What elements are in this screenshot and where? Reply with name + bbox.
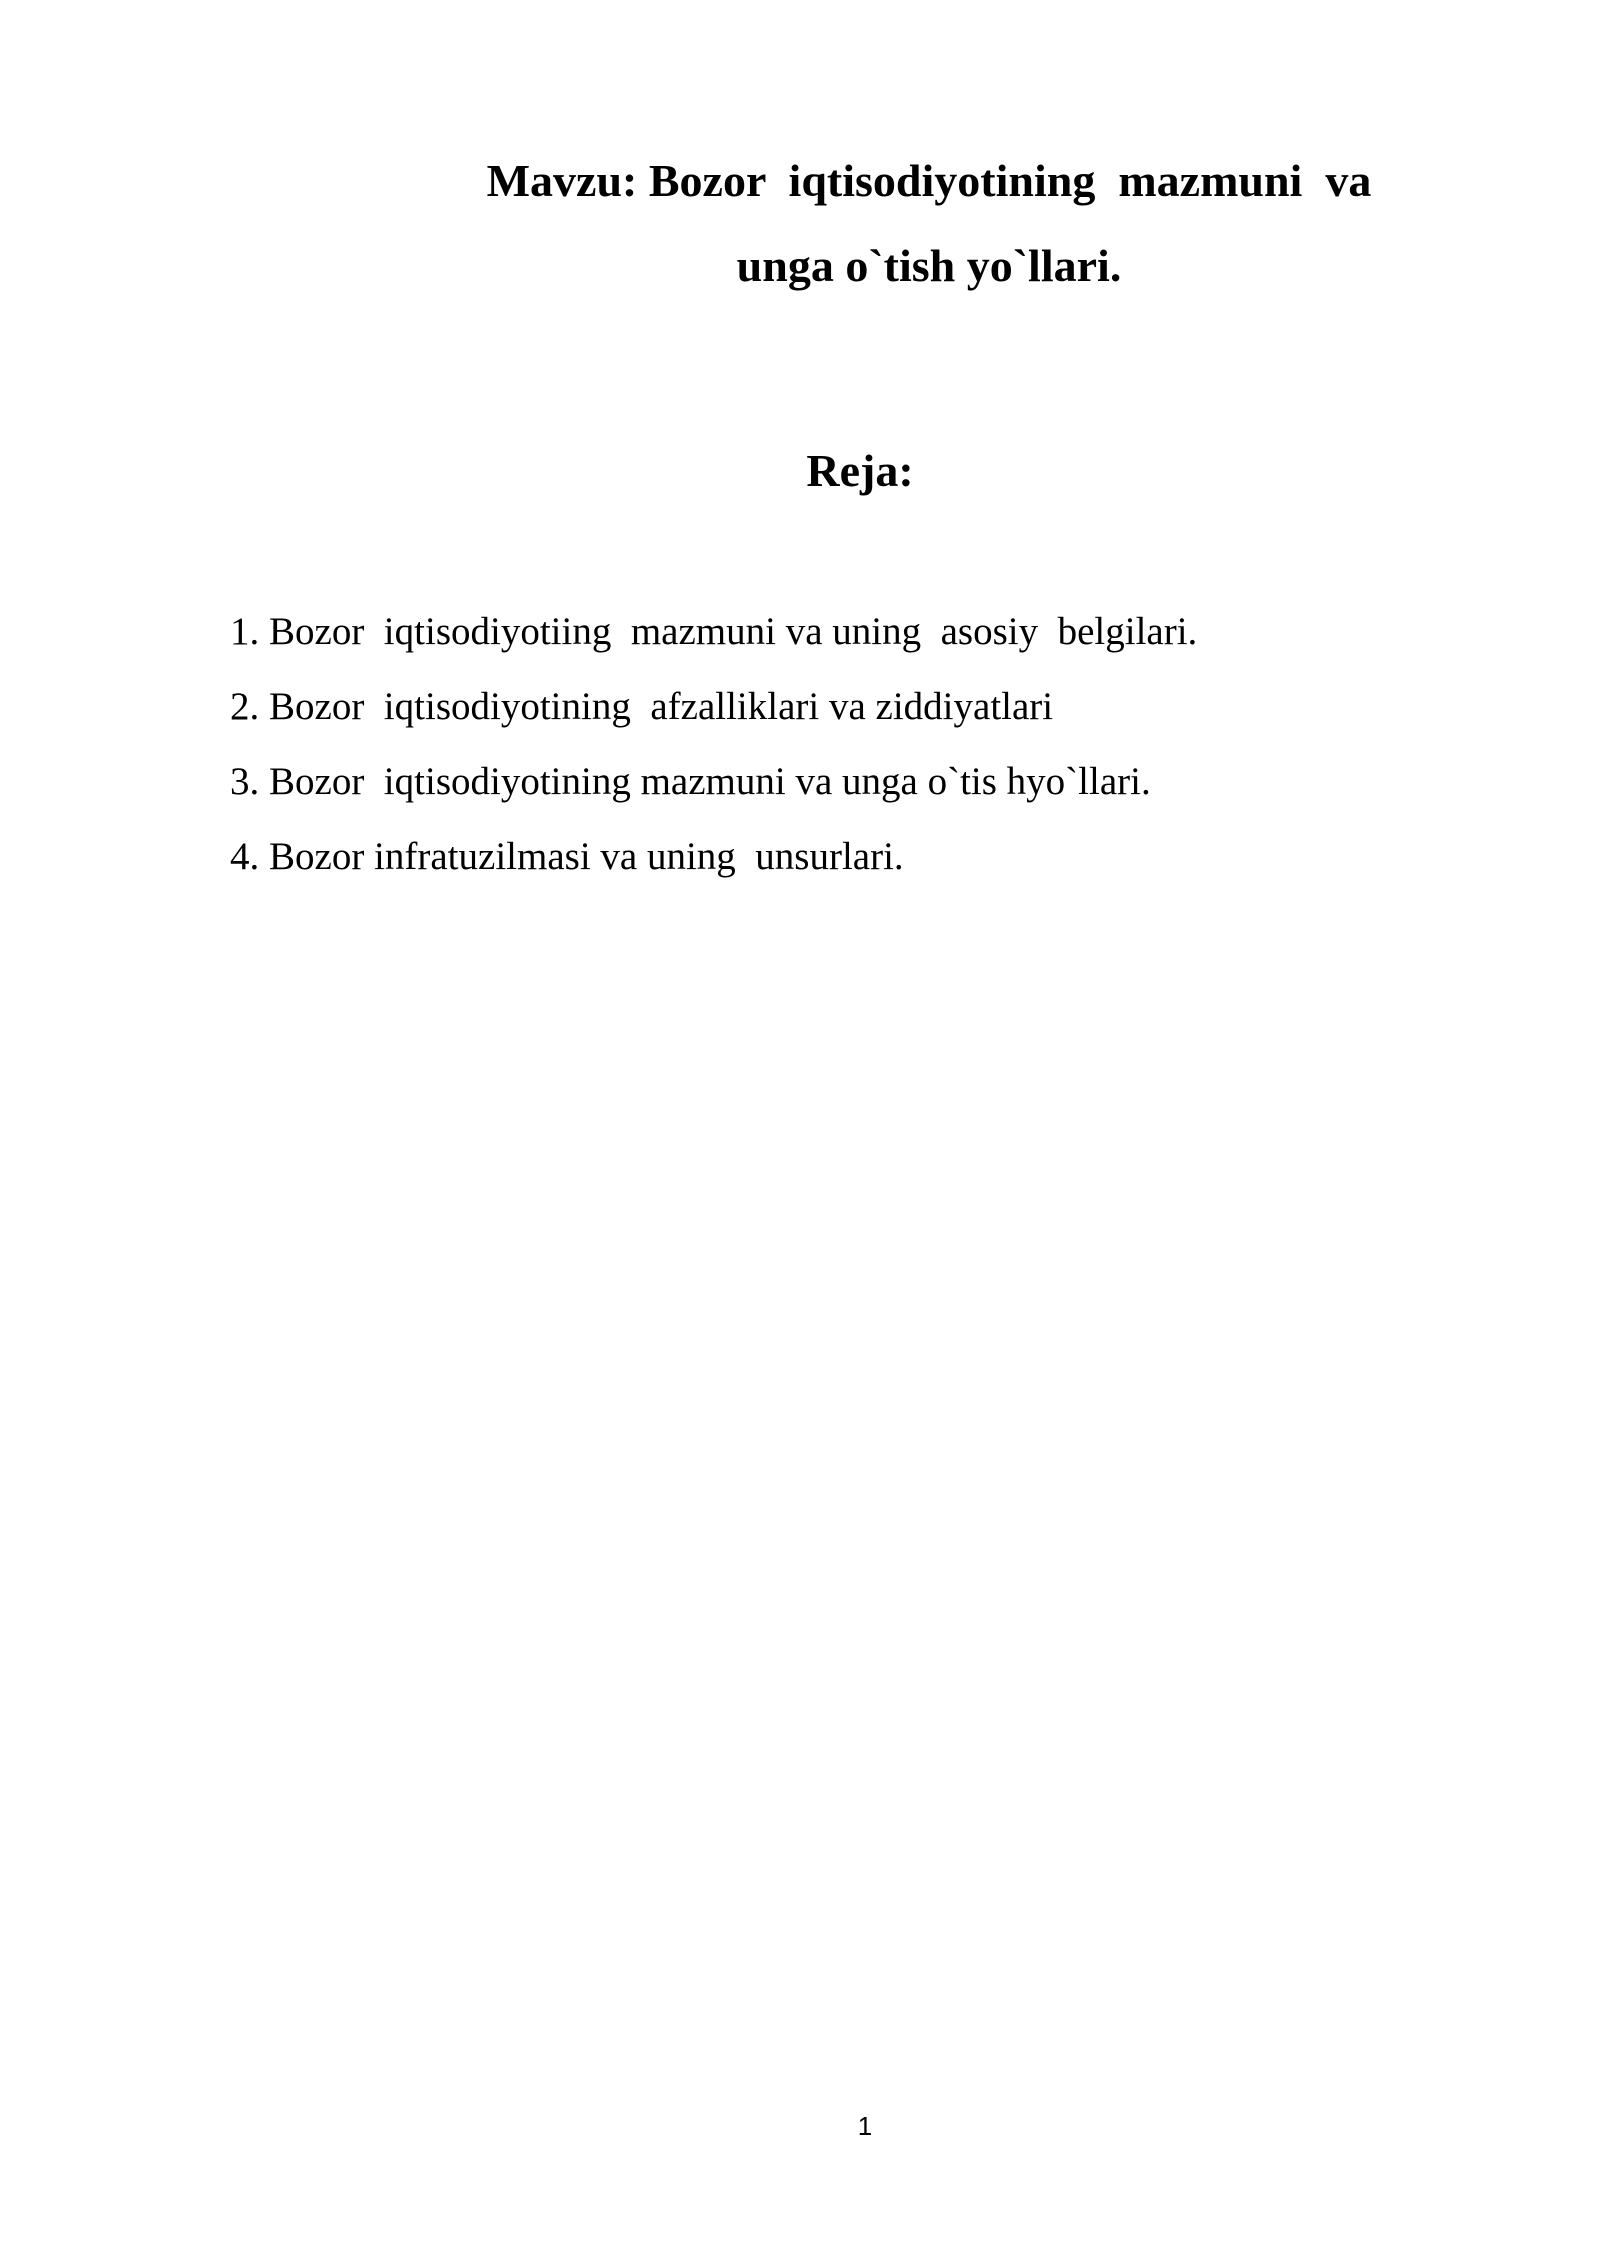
plan-heading: Reja: (806, 445, 914, 496)
plan-list (230, 612, 1197, 912)
plan-item-1: 1. Bozor iqtisodiyotiing mazmuni va uning asosiy belgilari. (230, 610, 1198, 653)
page-number: 1 (857, 2111, 873, 2141)
plan-item-3: 3. Bozor iqtisodiyotining mazmuni va unga o`tis hyo`llari. (230, 760, 1151, 803)
plan-item-2: 2. Bozor iqtisodiyotining afzalliklari va ziddiyatlari (230, 685, 1054, 728)
document-title-line-1: Mavzu: Bozor iqtisodiyotining mazmuni va (486, 155, 1372, 206)
plan-item-4: 4. Bozor infratuzilmasi va uning unsurlari. (230, 835, 904, 878)
document-title-line-2: unga o`tish yo`llari. (736, 240, 1122, 291)
